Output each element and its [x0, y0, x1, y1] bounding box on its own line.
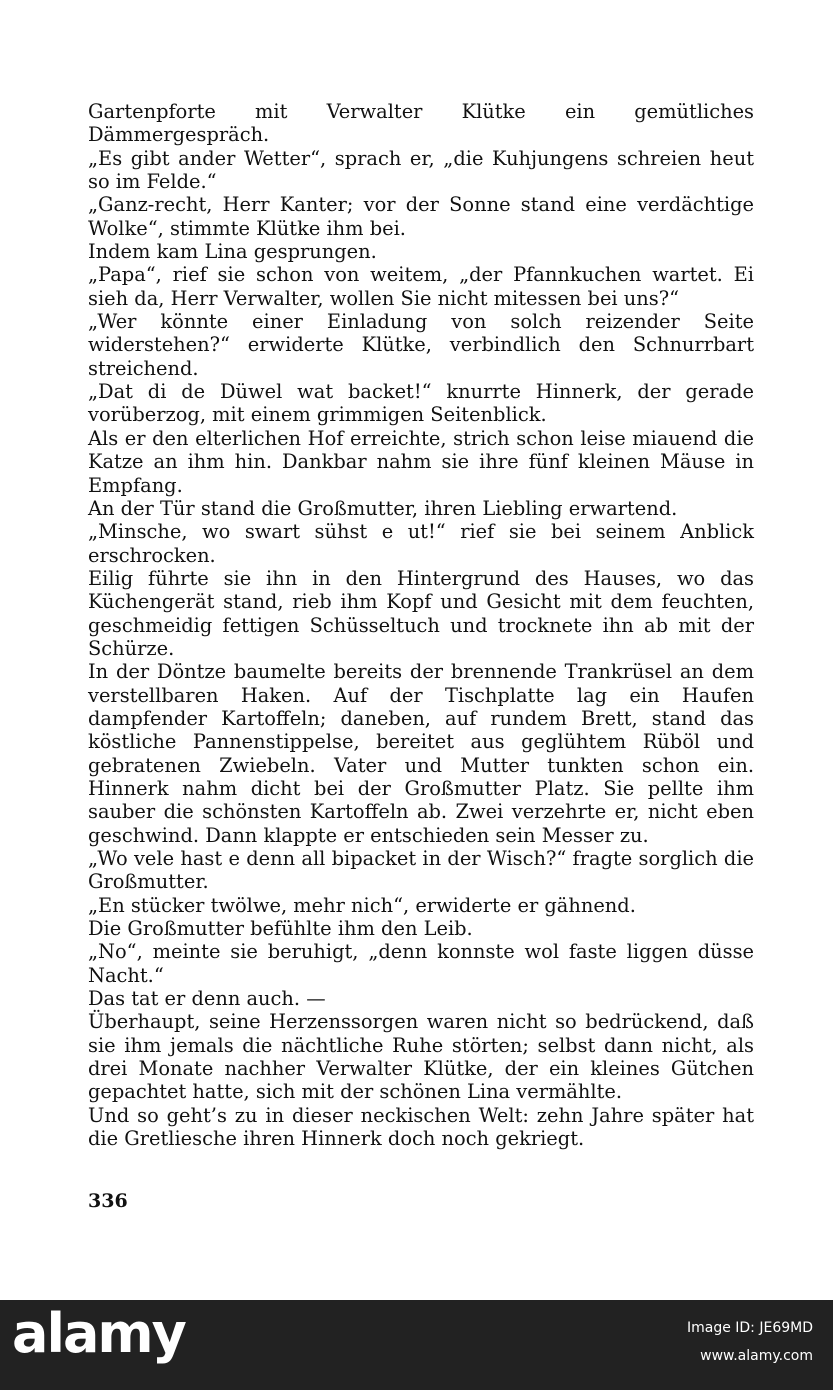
paragraph: „Wo vele hast e denn all bipacket in der Wisch?“ fragte sorglich die Großmutter.: [88, 847, 754, 894]
paragraph: Das tat er denn auch. —: [88, 987, 326, 1011]
site-url: www.alamy.com: [700, 1348, 813, 1364]
paragraph: An der Tür stand die Großmutter, ihren Liebling erwartend.: [88, 496, 678, 520]
paragraph: „Es gibt ander Wetter“, sprach er, „die Kuhjungens schreien heut so im Felde.“: [88, 146, 754, 194]
paragraph: „Papa“, rief sie schon von weitem, „der Pfannkuchen wartet. Ei sieh da, Herr Verwalter, wollen Sie nicht mitessen bei uns?“: [88, 263, 754, 310]
paragraph: „No“, meinte sie beruhigt, „denn konnste wol faste liggen düsse Nacht.“: [88, 940, 754, 987]
paragraph: In der Döntze baumelte bereits der brennende Trankrüsel an dem verstellbaren Haken. Auf der Tischplatte lag ein Haufen dampfender Kartoffeln; daneben, auf rundem Brett, stand das köstliche Pannenstippelse, bereitet aus geglühtem Rüböl und gebratenen Zwiebeln. Vater und Mutter tunkten schon ein. Hinnerk nahm dicht bei der Großmutter Platz. Sie pellte ihm sauber die schönsten Kartoffeln ab. Zwei verzehrte er, nicht eben geschwind. Dann klappte er entschieden sein Messer zu.: [88, 660, 754, 847]
paragraph: Überhaupt, seine Herzenssorgen waren nicht so bedrückend, daß sie ihm jemals die nächtliche Ruhe störten; selbst dann nicht, als drei Monate nachher Verwalter Klütke, der ein kleines Gütchen gepachtet hatte, sich mit der schönen Lina vermählte.: [88, 1010, 754, 1104]
body-text: [88, 100, 754, 1150]
image-id-label: Image ID: JE69MD: [686, 1320, 813, 1336]
paragraph: Indem kam Lina gesprungen.: [88, 240, 377, 264]
paragraph: „Wer könnte einer Einladung von solch reizender Seite widerstehen?“ erwiderte Klütke, verbindlich den Schnurrbart streichend.: [88, 310, 754, 380]
alamy-logo: alamy: [12, 1302, 185, 1365]
paragraph: „Dat di de Düwel wat backet!“ knurrte Hinnerk, der gerade vorüberzog, mit einem grimmigen Seitenblick.: [88, 380, 754, 427]
paragraph: „En stücker twölwe, mehr nich“, erwiderte er gähnend.: [88, 893, 636, 917]
paragraph: „Ganz-recht, Herr Kanter; vor der Sonne stand eine verdächtige Wolke“, stimmte Klütke ihm bei.: [88, 193, 754, 240]
page-number: 336: [88, 1190, 128, 1212]
paragraph: Und so geht’s zu in dieser neckischen Welt: zehn Jahre später hat die Gretliesche ihren Hinnerk doch noch gekriegt.: [88, 1103, 754, 1151]
paragraph: „Minsche, wo swart sühst e ut!“ rief sie bei seinem Anblick erschrocken.: [88, 520, 754, 567]
paragraph: Gartenpforte mit Verwalter Klütke ein gemütliches Dämmergespräch.: [88, 100, 754, 147]
paragraph: Die Großmutter befühlte ihm den Leib.: [88, 917, 473, 941]
paragraph: Eilig führte sie ihn in den Hintergrund des Hauses, wo das Küchengerät stand, rieb ihm Kopf und Gesicht mit dem feuchten, geschmeidig fettigen Schüsseltuch und trocknete ihn ab mit der Schürze.: [88, 566, 754, 660]
stock-banner: [0, 1300, 833, 1390]
paragraph: Als er den elterlichen Hof erreichte, strich schon leise miauend die Katze an ihm hin. Dankbar nahm sie ihre fünf kleinen Mäuse in Empfang.: [88, 426, 754, 497]
